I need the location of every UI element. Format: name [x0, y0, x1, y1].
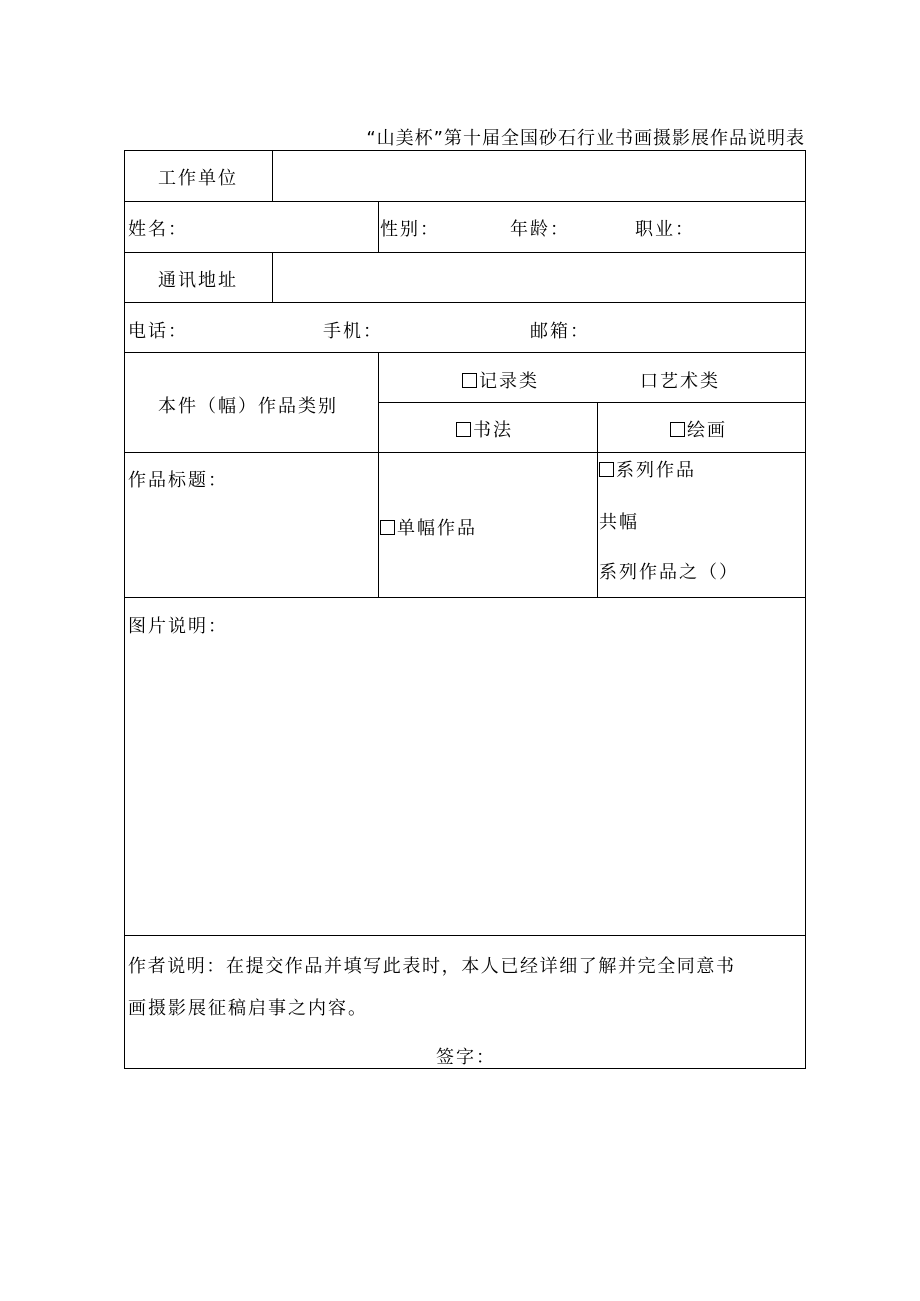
series-work-label: 系列作品	[616, 460, 696, 481]
single-work-label: 单幅作品	[397, 518, 477, 539]
row-divider	[125, 201, 805, 202]
documentary-label: 记录类	[479, 371, 539, 392]
address-label: 通讯地址	[158, 270, 238, 291]
series-of-label: 系列作品之（）	[599, 562, 739, 583]
entry-form	[124, 150, 806, 1069]
picture-description-label: 图片说明：	[128, 616, 228, 637]
signature-label: 签字：	[436, 1047, 496, 1068]
checkbox-icon[interactable]	[462, 373, 477, 388]
age-label: 年龄：	[510, 219, 570, 240]
row-divider	[125, 935, 805, 936]
gender-label: 性别：	[380, 219, 440, 240]
picture-description-field[interactable]	[125, 481, 805, 935]
address-field[interactable]	[273, 253, 805, 302]
row-divider	[378, 402, 805, 403]
calligraphy-option[interactable]	[456, 416, 513, 442]
checkbox-icon[interactable]	[670, 422, 685, 437]
mobile-label: 手机：	[323, 321, 383, 342]
work-unit-field[interactable]	[273, 151, 805, 201]
painting-option[interactable]	[670, 416, 727, 442]
single-work-option[interactable]	[380, 514, 477, 540]
row-divider	[125, 352, 805, 353]
column-divider	[378, 201, 379, 252]
phone-label: 电话：	[128, 321, 188, 342]
email-label: 邮箱：	[530, 321, 590, 342]
author-statement-line2: 画摄影展征稿启事之内容。	[128, 998, 368, 1019]
work-unit-label: 工作单位	[158, 168, 238, 189]
calligraphy-label: 书法	[473, 420, 513, 441]
series-work-option[interactable]	[599, 456, 696, 482]
occupation-label: 职业：	[635, 219, 695, 240]
row-divider	[125, 302, 805, 303]
checkbox-icon[interactable]	[599, 462, 614, 477]
form-title: “山美杯”第十届全国砂石行业书画摄影展作品说明表	[366, 128, 805, 149]
art-option[interactable]: 口艺术类	[640, 371, 720, 392]
total-frames-label: 共幅	[599, 512, 639, 533]
work-title-label: 作品标题：	[128, 470, 228, 491]
name-label: 姓名：	[128, 219, 188, 240]
checkbox-icon[interactable]	[456, 422, 471, 437]
painting-label: 绘画	[687, 420, 727, 441]
documentary-option[interactable]	[462, 367, 539, 393]
category-label: 本件（幅）作品类别	[158, 396, 338, 417]
row-divider	[125, 452, 805, 453]
checkbox-icon[interactable]	[380, 520, 395, 535]
author-statement-line1: 作者说明：在提交作品并填写此表时，本人已经详细了解并完全同意书	[128, 956, 736, 977]
